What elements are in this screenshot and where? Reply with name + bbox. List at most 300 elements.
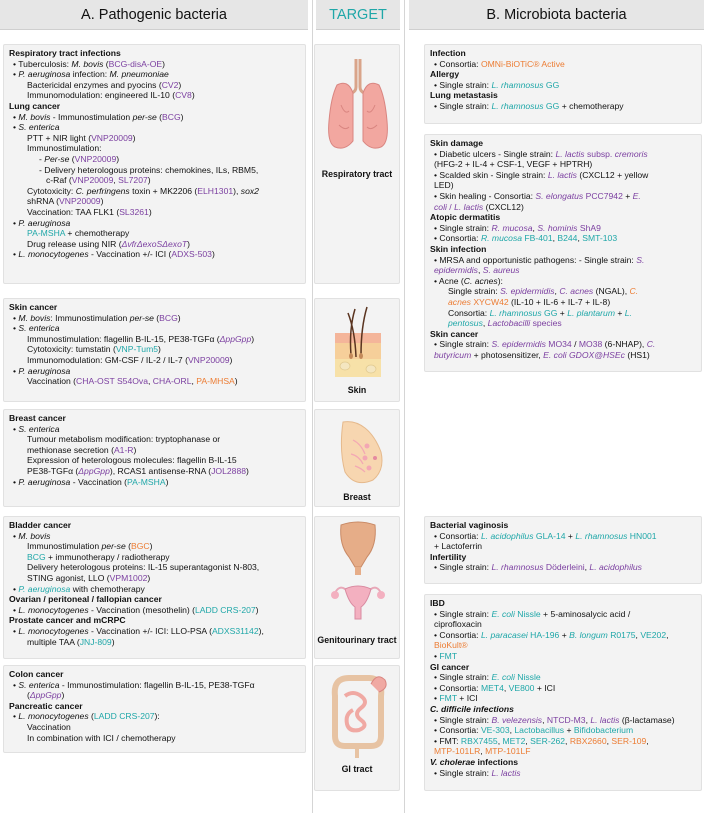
text-segment: SL7207 xyxy=(118,175,148,186)
entry-line xyxy=(430,672,696,683)
entry-line xyxy=(9,80,300,91)
text-segment: M. bovis xyxy=(71,58,104,69)
text-segment: ) xyxy=(234,376,238,387)
entry-line xyxy=(430,101,696,112)
entry-line xyxy=(9,112,300,123)
text-segment: + photosensitizer, xyxy=(471,349,544,360)
section-heading xyxy=(430,329,696,340)
text-segment: per-se xyxy=(101,541,126,552)
text-segment: C. xyxy=(646,339,656,350)
entry-line xyxy=(9,434,300,445)
column-divider xyxy=(312,0,313,813)
text-segment: , xyxy=(635,629,641,640)
section-heading xyxy=(430,552,696,563)
text-segment: MET4 xyxy=(480,682,504,693)
text-segment: VE800 xyxy=(508,682,535,693)
panel-skin-pathogenic xyxy=(3,298,306,402)
target-label: Respiratory tract xyxy=(321,169,393,179)
entry-line xyxy=(430,562,696,573)
entry-line xyxy=(9,573,300,584)
text-segment: L. monocytogenes xyxy=(18,625,89,636)
text-segment: GG xyxy=(541,307,558,318)
text-segment: L. xyxy=(624,307,632,318)
entry-line xyxy=(9,69,300,80)
target-label: GI tract xyxy=(341,764,373,774)
entry-line xyxy=(430,339,696,350)
text-segment: shRNA ( xyxy=(27,196,59,207)
text-segment: Atopic dermatitis xyxy=(430,212,501,223)
text-segment: (CXCL12) xyxy=(483,201,524,212)
text-segment: C. perfringens xyxy=(75,185,130,196)
text-segment: L. paracasei xyxy=(480,629,528,640)
entry-line xyxy=(9,541,300,552)
text-segment: Single strain: xyxy=(448,286,501,297)
text-segment: L. lactis xyxy=(454,201,484,212)
text-segment: Immunomodulation: GM-CSF / IL-2 / IL-7 ( xyxy=(27,354,188,365)
text-segment: SL3261 xyxy=(119,206,149,217)
text-segment: ) xyxy=(116,153,120,164)
panel-gi-microbiota xyxy=(424,594,702,791)
entry-line xyxy=(9,207,300,218)
text-segment: - xyxy=(39,153,45,164)
text-segment: ADXS31142 xyxy=(211,625,259,636)
text-segment: CHA-ORL xyxy=(152,376,192,387)
text-segment: L. lactis xyxy=(547,169,577,180)
text-segment: A1-R xyxy=(113,444,134,455)
entry-line xyxy=(430,233,696,244)
text-segment: VNP20009 xyxy=(59,196,101,207)
text-segment: MO38 xyxy=(578,339,603,350)
text-segment: IBD xyxy=(430,598,445,608)
entry-line xyxy=(430,255,696,266)
text-segment: Skin cancer xyxy=(430,328,479,339)
entry-line xyxy=(430,265,696,276)
text-segment: VE-303 xyxy=(480,725,510,736)
text-segment: : Immunostimulation xyxy=(50,312,130,323)
text-segment: STING agonist, LLO ( xyxy=(27,572,110,583)
text-segment: per-se xyxy=(129,312,154,323)
target-breast xyxy=(314,409,400,507)
entry-line xyxy=(9,196,300,207)
entry-line xyxy=(430,159,696,170)
text-segment: P. aeruginosa xyxy=(18,69,71,80)
entry-line xyxy=(430,308,696,319)
panel-genitourinary-microbiota xyxy=(424,516,702,584)
section-heading xyxy=(9,48,300,59)
entry-line xyxy=(9,249,300,260)
text-segment: VE202 xyxy=(640,629,667,640)
text-segment: • Scalded skin - Single strain: xyxy=(434,169,548,180)
text-segment: • Consortia: xyxy=(434,629,481,640)
text-segment: , xyxy=(646,735,649,746)
text-segment: • xyxy=(13,122,19,133)
section-heading xyxy=(430,69,696,80)
text-segment: ) xyxy=(149,541,153,552)
entry-line xyxy=(9,175,300,186)
panel-breast-pathogenic xyxy=(3,409,306,507)
entry-line xyxy=(430,651,696,662)
entry-line xyxy=(9,165,300,176)
text-segment: Vaccination xyxy=(27,721,71,732)
text-segment: ): xyxy=(154,711,160,722)
text-segment: per-se xyxy=(132,111,157,122)
text-segment: , xyxy=(577,233,583,244)
text-segment: • xyxy=(434,693,440,704)
text-segment: Immunostimulation: xyxy=(27,143,102,154)
text-segment: ( xyxy=(88,711,94,722)
text-segment: MO34 xyxy=(545,339,572,350)
text-segment: L. rhamnosus xyxy=(491,562,544,573)
text-segment: HN001 xyxy=(627,530,657,541)
text-segment: • xyxy=(13,111,19,122)
text-segment: BCG xyxy=(162,111,181,122)
text-segment: • Consortia: xyxy=(434,233,481,244)
text-segment: PA-MSHA xyxy=(127,476,166,487)
text-segment: E. xyxy=(632,190,641,201)
text-segment: infections xyxy=(475,756,519,767)
text-segment: • Single strain: xyxy=(434,562,492,573)
text-segment: • xyxy=(13,217,19,228)
text-segment: R. mucosa xyxy=(491,222,533,233)
entry-line xyxy=(9,722,300,733)
text-segment: • xyxy=(13,423,19,434)
text-segment: Bladder cancer xyxy=(9,520,72,530)
text-segment: ) xyxy=(187,238,190,249)
entry-line xyxy=(430,683,696,694)
text-segment: • Single strain: xyxy=(434,714,492,725)
entry-line xyxy=(9,584,300,595)
text-segment: - Vaccination ( xyxy=(70,476,128,487)
text-segment: • Single strain: xyxy=(434,222,492,233)
text-segment: Immunostimulation xyxy=(27,541,102,552)
text-segment: + xyxy=(614,307,625,318)
text-segment: ), xyxy=(258,625,264,636)
text-segment: + ICI xyxy=(534,682,556,693)
text-segment: Breast cancer xyxy=(9,413,66,423)
text-segment: VNP20009 xyxy=(71,175,114,186)
section-heading xyxy=(9,520,300,531)
text-segment: L. rhamnosus xyxy=(575,530,628,541)
text-segment: ) xyxy=(158,344,161,355)
entry-line xyxy=(9,466,300,477)
target-respiratory xyxy=(314,44,400,284)
text-segment: infection: xyxy=(70,69,110,80)
text-segment: VNP20009 xyxy=(74,153,117,164)
entry-line xyxy=(9,424,300,435)
text-segment: • Single strain: xyxy=(434,767,492,778)
text-segment: GI cancer xyxy=(430,661,470,672)
text-segment: ΔppGpp xyxy=(219,333,252,344)
text-segment: (HS1) xyxy=(624,349,650,360)
text-segment: ) xyxy=(246,465,249,476)
text-segment: R0175 xyxy=(607,629,636,640)
text-segment: ELH1301 xyxy=(197,185,234,196)
text-segment: + xyxy=(564,725,574,736)
text-segment: acnes xyxy=(448,296,471,307)
text-segment: with chemotherapy xyxy=(70,583,145,594)
text-segment: , xyxy=(585,714,591,725)
text-segment: MTP-101LF xyxy=(485,746,531,757)
text-segment: VNP-Tum5 xyxy=(115,344,159,355)
text-segment: , xyxy=(480,746,486,757)
text-segment: + ICI xyxy=(456,693,478,704)
text-segment: FMT xyxy=(439,693,457,704)
text-segment: , xyxy=(497,735,503,746)
text-segment: • Consortia: xyxy=(434,725,481,736)
text-segment: • Single strain: xyxy=(434,339,492,350)
text-segment: Nissle xyxy=(514,672,541,683)
text-segment: • xyxy=(13,625,19,636)
text-segment: P. aeruginosa xyxy=(18,365,71,376)
text-segment: GLA-14 xyxy=(533,530,566,541)
lungs-icon xyxy=(315,45,401,285)
entry-line xyxy=(9,680,300,691)
text-segment: Skin cancer xyxy=(9,302,58,312)
panel-respiratory-pathogenic xyxy=(3,44,306,284)
text-segment: ) xyxy=(111,636,115,647)
text-segment: butyricum xyxy=(434,349,472,360)
section-heading xyxy=(9,615,300,626)
header-microbiota: B. Microbiota bacteria xyxy=(409,0,704,30)
text-segment: ( xyxy=(27,690,30,701)
text-segment: B. longum xyxy=(569,629,608,640)
entry-line xyxy=(430,531,696,542)
entry-line xyxy=(430,318,696,329)
text-segment: species xyxy=(530,318,562,329)
entry-line xyxy=(9,313,300,324)
entry-line xyxy=(430,541,696,552)
text-segment: M. bovis xyxy=(18,111,51,122)
text-segment: , xyxy=(565,735,570,746)
text-segment: RBX2660 xyxy=(569,735,607,746)
text-segment: multiple TAA ( xyxy=(27,636,80,647)
text-segment: Bactericidal enzymes and pyocins ( xyxy=(27,79,162,90)
text-segment: C. acnes xyxy=(559,286,594,297)
text-segment: L. plantarum xyxy=(567,307,615,318)
entry-line xyxy=(9,637,300,648)
target-gi xyxy=(314,665,400,791)
text-segment: P. aeruginosa xyxy=(18,217,71,228)
text-segment: • Diabetic ulcers - Single strain: xyxy=(434,148,556,159)
text-segment: - Vaccination +/- ICI ( xyxy=(88,249,172,260)
text-segment: • Acne ( xyxy=(434,275,464,286)
text-segment: (HFG-2 + IL-4 + CSF-1, VEGF + HPTRH) xyxy=(434,159,593,170)
text-segment: methionase secretion ( xyxy=(27,444,114,455)
text-segment: ( xyxy=(69,153,75,164)
text-segment: OMNi-BiOTiC® Active xyxy=(480,58,565,69)
entry-line xyxy=(9,733,300,744)
target-label: Breast xyxy=(343,492,371,502)
panel-respiratory-microbiota xyxy=(424,44,702,124)
section-heading xyxy=(9,413,300,424)
text-segment: - Immunostimulation: flagellin B-IL-15, PE38-TGFα xyxy=(59,679,255,690)
text-segment: (IL-10 + IL-6 + IL-7 + IL-8) xyxy=(508,296,611,307)
entry-line xyxy=(430,191,696,202)
text-segment: ), RCAS1 antisense-RNA ( xyxy=(109,465,212,476)
text-segment: • Skin healing - Consortia: xyxy=(434,190,536,201)
text-segment: GG xyxy=(543,100,560,111)
text-segment: coli xyxy=(434,201,447,212)
text-segment: + chemotherapy xyxy=(65,228,130,239)
text-segment: MTP-101LR xyxy=(434,746,481,757)
entry-line xyxy=(9,690,300,701)
column-divider xyxy=(404,0,405,813)
text-segment: C. difficile xyxy=(430,703,471,714)
text-segment: L. lactis xyxy=(590,714,620,725)
text-segment: VNP20009 xyxy=(91,132,133,143)
text-segment: ) xyxy=(100,196,104,207)
text-segment: Lung cancer xyxy=(9,100,61,111)
entry-line xyxy=(9,323,300,334)
text-segment: ), xyxy=(233,185,241,196)
text-segment: FMT xyxy=(439,650,458,661)
text-segment: PA-MHSA xyxy=(196,376,235,387)
text-segment: ShA9 xyxy=(577,222,601,233)
text-segment: ) xyxy=(147,572,151,583)
entry-line xyxy=(9,477,300,488)
text-segment: , xyxy=(542,714,547,725)
text-segment: ) xyxy=(133,444,137,455)
text-segment: Drug release using NIR ( xyxy=(27,238,122,249)
text-segment: ΔppGpp xyxy=(29,690,62,701)
entry-line xyxy=(430,630,696,641)
text-segment: / xyxy=(446,201,455,212)
text-segment: , xyxy=(148,376,153,387)
text-segment: Cytotoxicity: xyxy=(27,185,76,196)
text-segment: (CXCL12 + yellow xyxy=(576,169,649,180)
text-segment: R. mucosa xyxy=(480,233,523,244)
text-segment: + xyxy=(622,190,633,201)
text-segment: + chemotherapy xyxy=(559,100,624,111)
section-heading xyxy=(9,701,300,712)
text-segment: + xyxy=(557,307,568,318)
text-segment: Infertility xyxy=(430,551,467,562)
text-segment: , xyxy=(113,175,119,186)
text-segment: • MRSA and opportunistic pathogens: - Single strain: xyxy=(434,254,637,265)
text-segment: + xyxy=(565,530,576,541)
text-segment: , xyxy=(606,735,612,746)
text-segment: + Lactoferrin xyxy=(434,541,483,552)
text-segment: VPM1002 xyxy=(109,572,148,583)
text-segment: Bacterial vaginosis xyxy=(430,520,509,530)
text-segment: • Consortia: xyxy=(434,58,481,69)
text-segment: ) xyxy=(177,312,181,323)
text-segment: M. pneumoniae xyxy=(109,69,169,80)
entry-line xyxy=(430,149,696,160)
text-segment: • xyxy=(13,604,19,615)
text-segment: ) xyxy=(229,354,233,365)
text-segment: • Single strain: xyxy=(434,79,492,90)
text-segment: Consortia: xyxy=(448,307,490,318)
target-genitourinary xyxy=(314,516,400,659)
text-segment: (6-NHAP), xyxy=(602,339,647,350)
entry-line xyxy=(9,605,300,616)
entry-line xyxy=(430,223,696,234)
text-segment: XYCW42 xyxy=(470,296,509,307)
text-segment: (β-lactamase) xyxy=(619,714,675,725)
entry-line xyxy=(9,344,300,355)
entry-line xyxy=(9,90,300,101)
text-segment: + 5-aminosalycic acid / xyxy=(540,608,631,619)
section-heading xyxy=(430,757,696,768)
text-segment: • xyxy=(13,249,19,260)
section-heading xyxy=(430,662,696,673)
text-segment: • xyxy=(13,711,19,722)
text-segment: SMT-103 xyxy=(582,233,618,244)
text-segment: SER-262 xyxy=(530,735,566,746)
section-heading xyxy=(430,598,696,609)
text-segment: subsp. xyxy=(584,148,615,159)
text-segment: , xyxy=(552,233,558,244)
section-heading xyxy=(430,138,696,149)
text-segment: • xyxy=(13,323,19,334)
text-segment: • Single strain: xyxy=(434,608,492,619)
text-segment: Vaccination: TAA FLK1 ( xyxy=(27,206,120,217)
text-segment: ciprofloxacin xyxy=(434,619,482,630)
section-heading xyxy=(430,244,696,255)
text-segment: , xyxy=(554,286,560,297)
entry-line xyxy=(430,715,696,726)
entry-line xyxy=(9,552,300,563)
text-segment: toxin + MK2206 ( xyxy=(129,185,198,196)
section-heading xyxy=(9,594,300,605)
text-segment: - Immunostimulation xyxy=(50,111,133,122)
entry-line xyxy=(9,143,300,154)
text-segment: S. elongatus xyxy=(535,190,584,201)
text-segment: B244 xyxy=(557,233,578,244)
entry-line xyxy=(9,355,300,366)
text-segment: ( xyxy=(103,58,109,69)
entry-line xyxy=(9,445,300,456)
text-segment: Cytotoxicity: tumstatin ( xyxy=(27,344,116,355)
text-segment: c-Raf ( xyxy=(46,175,72,186)
text-segment: • xyxy=(13,476,19,487)
entry-line xyxy=(9,154,300,165)
text-segment: ( xyxy=(153,312,160,323)
text-segment: , xyxy=(525,735,531,746)
text-segment: PCC7942 xyxy=(583,190,623,201)
text-segment: ) xyxy=(180,111,184,122)
text-segment: L. rhamnosus xyxy=(489,307,542,318)
text-segment: E. coli GDOX@HSEc xyxy=(543,349,625,360)
section-heading xyxy=(9,669,300,680)
text-segment: ) xyxy=(132,132,136,143)
text-segment: BGC xyxy=(130,541,150,552)
entry-line xyxy=(9,455,300,466)
text-segment: , xyxy=(477,265,483,276)
entry-line xyxy=(430,736,696,747)
text-segment: ) xyxy=(251,333,255,344)
text-segment: JOL2888 xyxy=(211,465,247,476)
text-segment: Allergy xyxy=(430,69,460,80)
text-segment: Bifidobacterium xyxy=(573,725,634,736)
text-segment: Lactobacillus xyxy=(514,725,565,736)
text-segment: Per-se xyxy=(44,153,70,164)
text-segment: , xyxy=(503,682,509,693)
text-segment: L. acidophilus xyxy=(589,562,642,573)
entry-line xyxy=(9,239,300,250)
target-skin xyxy=(314,298,400,402)
text-segment: • Tuberculosis: xyxy=(13,58,72,69)
text-segment: • xyxy=(13,312,19,323)
text-segment: L. rhamnosus xyxy=(491,79,544,90)
text-segment: MET2 xyxy=(502,735,526,746)
text-segment: ΔvfrΔexoSΔexoT xyxy=(121,238,188,249)
text-segment: L. acidophilus xyxy=(480,530,534,541)
text-segment: LADD CRS-207 xyxy=(195,604,256,615)
entry-line xyxy=(430,746,696,757)
entry-line xyxy=(9,334,300,345)
